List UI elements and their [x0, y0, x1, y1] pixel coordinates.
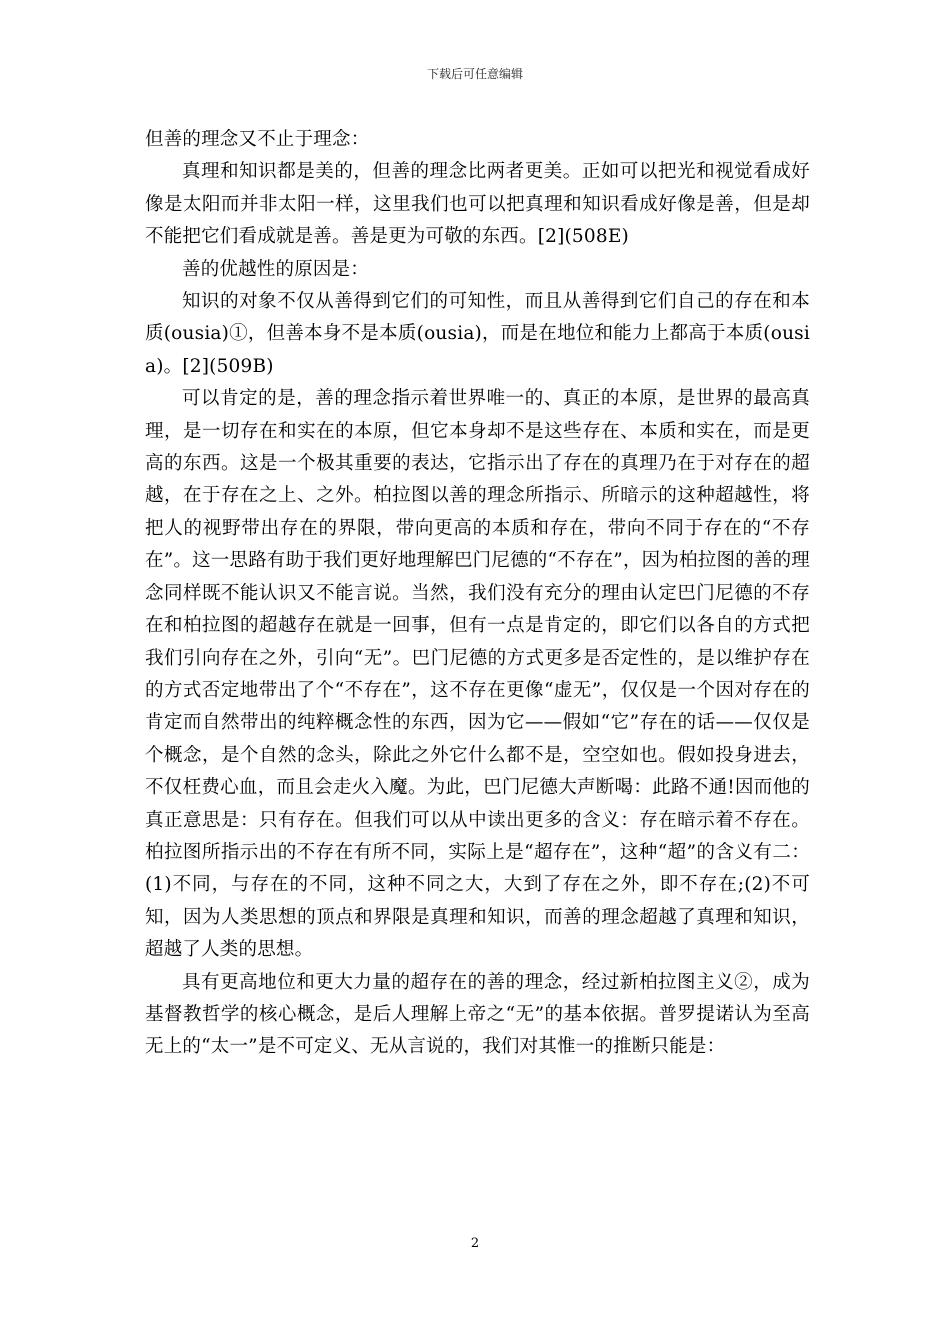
paragraph-6: 具有更高地位和更大力量的超存在的善的理念，经过新柏拉图主义②，成为基督教哲学的核心概念，是后人理解上帝之“无”的基本依据。普罗提诺认为至高无上的“太一”是不可定义、无从言说的，我们对其惟一的推断只能是：: [145, 971, 810, 1058]
document-body: [145, 124, 810, 1064]
paragraph-1: 但善的理念又不止于理念：: [145, 129, 370, 150]
page-header: 下载后可任意编辑: [426, 67, 523, 81]
page-number: 2: [470, 1236, 480, 1251]
paragraph-5: 可以肯定的是，善的理念指示着世界唯一的、真正的本原，是世界的最高真理，是一切存在和实在的本原，但它本身却不是这些存在、本质和实在，而是更高的东西。这是一个极其重要的表达，它指示出了存在的真理乃在于对存在的超越，在于存在之上、之外。柏拉图以善的理念所指示、所暗示的这种超越性，将把人的视野带出存在的界限，带向更高的本质和存在，带向不同于存在的“不存在”。这一思路有助于我们更好地理解巴门尼德的“不存在”，因为柏拉图的善的理念同样既不能认识又不能言说。当然，我们没有充分的理由认定巴门尼德的不存在和柏拉图的超越存在就是一回事，但有一点是肯定的，即它们以各自的方式把我们引向存在之外，引向“无”。巴门尼德的方式更多是否定性的，是以维护存在的方式否定地带出了个“不存在”，这不存在更像“虚无”，仅仅是一个因对存在的肯定而自然带出的纯粹概念性的东西，因为它——假如“它”存在的话——仅仅是个概念，是个自然的念头，除此之外它什么都不是，空空如也。假如投身进去，不仅枉费心血，而且会走火入魔。为此，巴门尼德大声断喝：此路不通!因而他的真正意思是：只有存在。但我们可以从中读出更多的含义：存在暗示着不存在。柏拉图所指示出的不存在有所不同，实际上是“超存在”，这种“超”的含义有二：(1)不同，与存在的不同，这种不同之大，大到了存在之外，即不存在;(2)不可知，因为人类思想的顶点和界限是真理和知识，而善的理念超越了真理和知识，超越了人类的思想。: [145, 388, 810, 961]
paragraph-2: 真理和知识都是美的，但善的理念比两者更美。正如可以把光和视觉看成好像是太阳而并非太阳一样，这里我们也可以把真理和知识看成好像是善，但是却不能把它们看成就是善。善是更为可敬的东西。[2](508E): [145, 161, 810, 248]
paragraph-3: 善的优越性的原因是：: [182, 258, 370, 280]
paragraph-4: 知识的对象不仅从善得到它们的可知性，而且从善得到它们自己的存在和本质(ousia)①，但善本身不是本质(ousia)，而是在地位和能力上都高于本质(ousia)。[2](509B): [145, 291, 810, 377]
